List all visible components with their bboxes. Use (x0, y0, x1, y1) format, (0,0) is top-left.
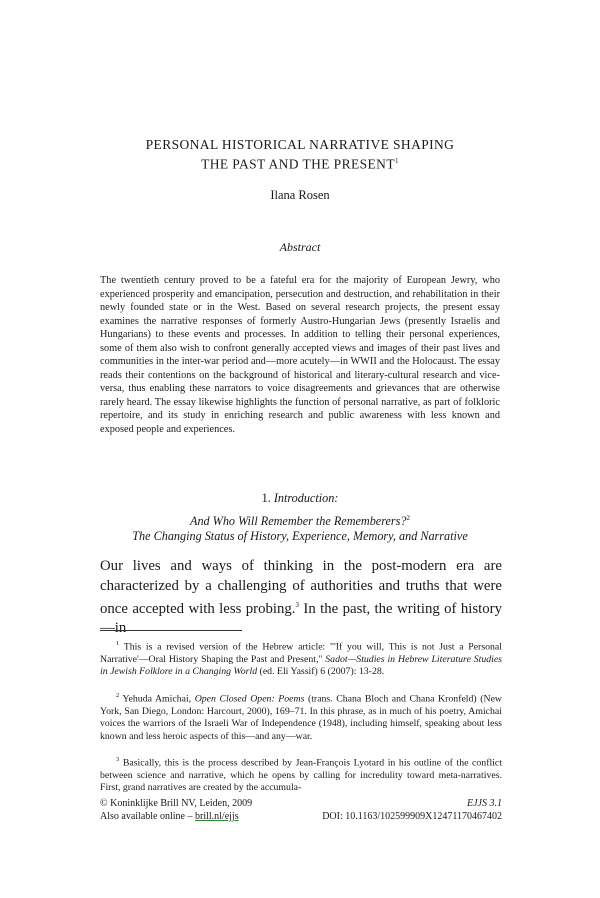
body-paragraph: Our lives and ways of thinking in the post-modern era are characterized by a challenging of authorities and truths that were once accepted with less probing.$^3$ In the past, the writing of history—in (100, 558, 502, 637)
footnote-rule (100, 630, 242, 631)
section-title: Introduction: (273, 491, 339, 505)
subtitle-footnote-marker: 2 (406, 514, 410, 522)
section-subtitle-1: And Who Will Remember the Rememberers?$^2$ (190, 514, 410, 529)
footnote-2: $^2$ Yehuda Amichai, Open Closed Open: Poems (trans. Chana Bloch and Chana Kronfeld) (New York, San Diego, London: Harcourt, 2000), 169–71. In this phrase, as in much of his poetry, Amichai voices the warriors of the Israeli War of Independence (1948), including himself, speaking about less known and less heroic aspects of this—and any—war. (100, 692, 502, 743)
copyright-line: © Koninklijke Brill NV, Leiden, 2009 (100, 798, 253, 809)
abstract-heading: Abstract (279, 240, 321, 254)
body-footnote-marker: 3 (295, 601, 300, 609)
footnote-1: $^1$ This is a revised version of the Hebrew article: "'If you will, This is not Just a Personal Narrative'—Oral History Shaping the Past and Present," Sadot—Studies in Hebrew Literature Studies in Jewish Folklore in a Changing World (ed. Eli Yassif) 6 (2007): 13-28. (100, 640, 502, 678)
section-subtitle-2: The Changing Status of History, Experience, Memory, and Narrative (132, 529, 468, 543)
doi-line: DOI: 10.1163/102599909X12471170467402 (322, 811, 502, 822)
section-number: 1. (261, 491, 271, 505)
footnote-3: $^3$ Basically, this is the process described by Jean-François Lyotard in his outline of the conflict between science and narrative, which he opens by calling for incredulity toward meta-narratives. First, grand narratives are created by the accumula- (100, 756, 502, 794)
online-line: Also available online – brill.nl/ejjs (100, 811, 239, 822)
journal-issue: EJJS 3.1 (467, 798, 502, 809)
title-line-1: PERSONAL HISTORICAL NARRATIVE SHAPING (145, 137, 455, 152)
section-heading (0, 490, 600, 506)
brill-link[interactable]: brill.nl/ejjs (194, 811, 239, 822)
title-footnote-marker: 1 (394, 157, 399, 165)
title-line-2: THE PAST AND THE PRESENT$^1$ (201, 156, 399, 172)
abstract-text: The twentieth century proved to be a fateful era for the majority of European Jewry, who experienced prosperity and emancipation, persecution and destruction, and rehabilitation in their newly founded state or in the West. Based on several research projects, the present essay examines the narrative responses of formerly Austro-Hungarian Jews (presently Israelis and Hungarians) to these events and processes. In addition to telling their personal experiences, some of them also wish to confront generally accepted views and images of their past lives and communities in the inter-war period and—more acutely—in WWII and the Holocaust. The essay reads their contentions on the background of historical and literary-cultural research and vice-versa, thus enabling these narrators to voice disagreements and grievances that are otherwise rarely heard. The essay likewise highlights the function of personal narrative, as part of folkloric repertoire, and its study in enriching research and public awareness with less known and exposed people and experiences. (100, 275, 500, 435)
article-title (0, 137, 600, 173)
author-name: Ilana Rosen (270, 188, 330, 202)
